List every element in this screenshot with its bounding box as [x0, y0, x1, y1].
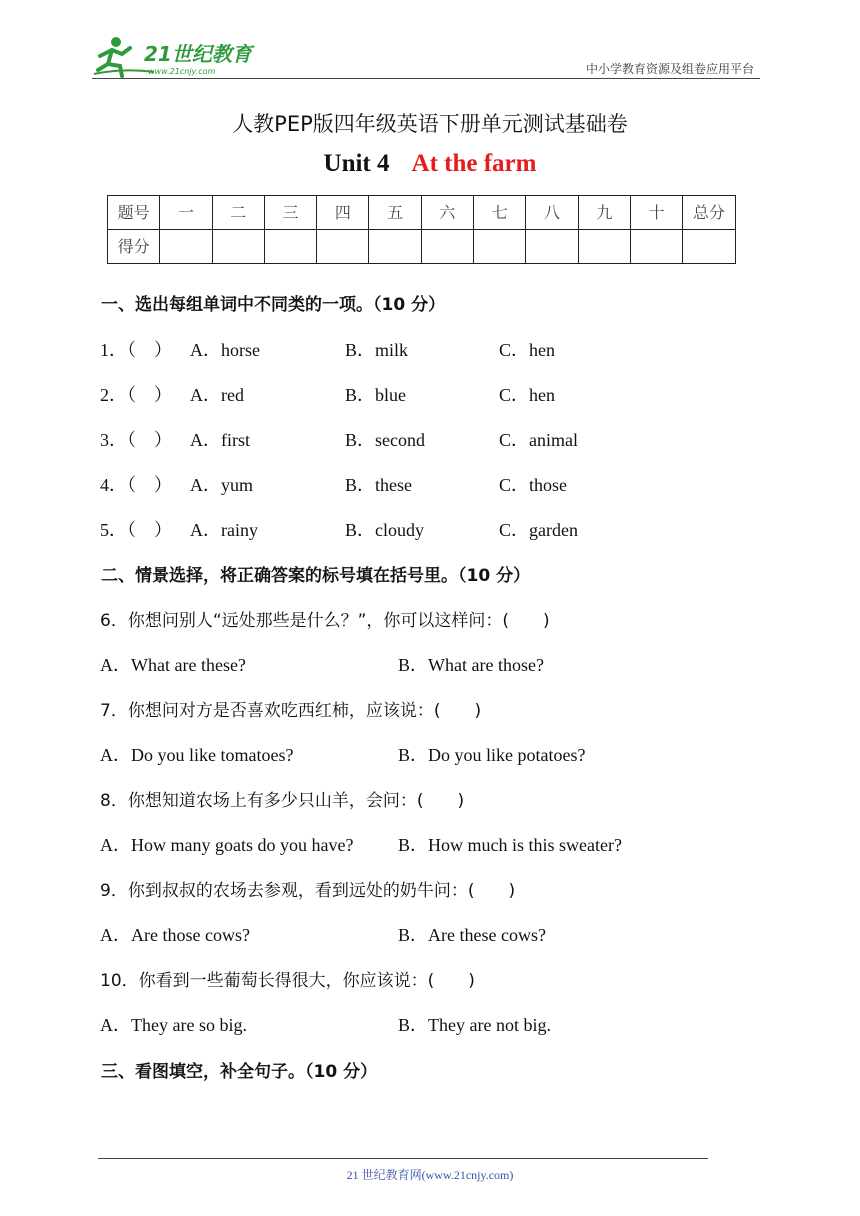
option-c: C．hen: [499, 340, 555, 360]
option-a: A．What are these?: [100, 655, 246, 675]
header-divider: [92, 78, 760, 79]
score-header-cell: 六: [421, 196, 473, 230]
option-b: B．Are these cows?: [398, 925, 546, 945]
score-header-cell: 三: [264, 196, 316, 230]
option-b: B．blue: [345, 385, 406, 405]
option-a: A．Do you like tomatoes?: [100, 745, 294, 765]
score-input-cell[interactable]: [421, 230, 473, 264]
option-b: B．What are those?: [398, 655, 544, 675]
option-a: A．horse: [190, 340, 260, 360]
option-b: B．They are not big.: [398, 1015, 551, 1035]
score-header-cell: 九: [578, 196, 630, 230]
question-9: 9．你到叔叔的农场去参观，看到远处的奶牛问：( ): [100, 881, 516, 901]
option-a: A．yum: [190, 475, 253, 495]
question-4: [100, 471, 172, 497]
score-table-header-row: [108, 196, 736, 230]
unit-number: Unit 4: [323, 150, 390, 177]
site-tagline: 中小学教育资源及组卷应用平台: [585, 62, 754, 76]
score-input-cell[interactable]: [212, 230, 264, 264]
unit-heading: [0, 150, 860, 178]
score-header-cell: 一: [160, 196, 212, 230]
score-table-score-row: [108, 230, 736, 264]
page-title: 人教PEP版四年级英语下册单元测试基础卷: [232, 112, 628, 136]
footer-text: 21 世纪教育网(www.21cnjy.com): [346, 1168, 514, 1182]
runner-logo-icon: [92, 34, 262, 80]
option-a: A．Are those cows?: [100, 925, 250, 945]
score-header-cell: 十: [630, 196, 682, 230]
score-input-cell[interactable]: [683, 230, 735, 264]
score-header-cell: 二: [212, 196, 264, 230]
option-b: B．How much is this sweater?: [398, 835, 622, 855]
score-input-cell[interactable]: [264, 230, 316, 264]
question-number: 5．（ ）: [100, 520, 172, 540]
option-b: B．Do you like potatoes?: [398, 745, 586, 765]
score-input-cell[interactable]: [369, 230, 421, 264]
question-3: [100, 426, 172, 452]
score-input-cell[interactable]: [578, 230, 630, 264]
option-c: C．hen: [499, 385, 555, 405]
score-header-cell: 八: [526, 196, 578, 230]
svg-text:21世纪教育: 21世纪教育: [144, 42, 252, 66]
score-input-cell[interactable]: [160, 230, 212, 264]
option-b: B．cloudy: [345, 520, 424, 540]
svg-text:www.21cnjy.com: www.21cnjy.com: [148, 67, 216, 76]
score-input-cell[interactable]: [317, 230, 369, 264]
question-1: [100, 336, 172, 362]
question-number: 3．（ ）: [100, 430, 172, 450]
score-table: [107, 195, 736, 264]
option-b: B．milk: [345, 340, 409, 360]
unit-name: At the farm: [411, 150, 537, 177]
option-a: A．red: [190, 385, 244, 405]
site-logo: [92, 34, 262, 80]
option-a: A．rainy: [190, 520, 258, 540]
score-input-cell[interactable]: [526, 230, 578, 264]
option-a: A．How many goats do you have?: [100, 835, 354, 855]
score-header-cell: 七: [474, 196, 526, 230]
score-header-cell: 题号: [108, 196, 160, 230]
option-c: C．garden: [499, 520, 578, 540]
section-2-heading: 二、情景选择，将正确答案的标号填在括号里。（10 分）: [101, 566, 531, 586]
question-number: 1．（ ）: [100, 340, 172, 360]
score-input-cell[interactable]: [474, 230, 526, 264]
question-8: 8．你想知道农场上有多少只山羊，会问：( ): [100, 791, 465, 811]
score-input-cell[interactable]: [630, 230, 682, 264]
score-header-cell: 总分: [683, 196, 735, 230]
option-c: C．those: [499, 475, 568, 495]
section-3-heading: 三、看图填空，补全句子。（10 分）: [101, 1062, 378, 1082]
section-1-heading: 一、选出每组单词中不同类的一项。（10 分）: [101, 295, 446, 315]
score-row-label: 得分: [108, 230, 160, 264]
score-header-cell: 五: [369, 196, 421, 230]
option-c: C．animal: [499, 430, 578, 450]
score-header-cell: 四: [317, 196, 369, 230]
question-number: 2．（ ）: [100, 385, 172, 405]
option-b: B．these: [345, 475, 412, 495]
option-a: A．They are so big.: [100, 1015, 247, 1035]
question-6: 6．你想问别人“远处那些是什么？”，你可以这样问：( ): [100, 611, 550, 631]
option-a: A．first: [190, 430, 250, 450]
option-b: B．second: [345, 430, 425, 450]
question-2: [100, 381, 172, 407]
question-number: 4．（ ）: [100, 475, 172, 495]
question-10: 10．你看到一些葡萄长得很大，你应该说：( ): [100, 971, 475, 991]
question-5: [100, 516, 172, 542]
footer-divider: [98, 1158, 708, 1159]
question-7: 7．你想问对方是否喜欢吃西红柿，应该说：( ): [100, 701, 482, 721]
